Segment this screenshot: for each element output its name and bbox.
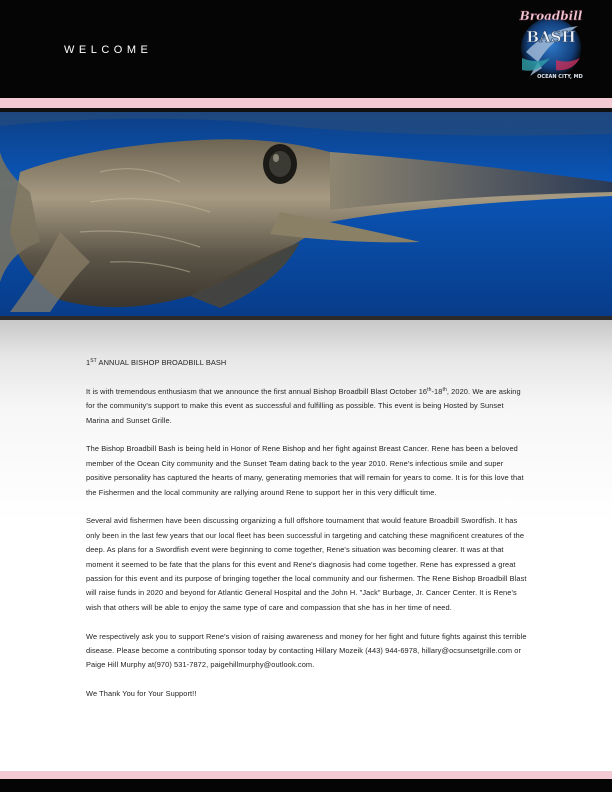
logo-bash-text: BASH xyxy=(526,28,576,46)
logo-location-text: OCEAN CITY, MD xyxy=(537,74,583,80)
pink-stripe-top xyxy=(0,98,612,108)
paragraph-thanks: We Thank You for Your Support!! xyxy=(86,689,197,699)
event-title: 1ST ANNUAL BISHOP BROADBILL BASH xyxy=(86,358,227,367)
letter-body xyxy=(86,356,528,716)
pink-stripe-bottom xyxy=(0,771,612,779)
paragraph-honor: The Bishop Broadbill Bash is being held in Honor of Rene Bishop and her fight against Breast Cancer. Rene has been a beloved member of the Ocean City community and the Sunset Team dating back to the year 2010. Rene's infectious smile and super positive personality has captured the hearts of many, generating memories that will remain for years to come. It is for this love that the Fishermen and the local community are rallying around Rene to support her in this very difficult time. xyxy=(86,444,524,497)
footer-band xyxy=(0,779,612,792)
broadbill-bash-logo xyxy=(516,4,586,84)
paragraph-announcement: It is with tremendous enthusiasm that we announce the first annual Bishop Broadbill Blast October 16th-18th, 2020. We are asking for the community's support to make this event as successful and fulfilling as possible. This event is being Hosted by Sunset Marina and Sunset Grille. xyxy=(86,386,521,425)
paragraph-history: Several avid fishermen have been discussing organizing a full offshore tournament that would feature Broadbill Swordfish. It has only been in the last few years that our local fleet has been successful in targeting and catching these magnificent creatures of the deep. As plans for a Swordfish event were beginning to come together, Rene's situation was becoming clearer. It was at that moment it seemed to be fate that the plans for this event and Rene's diagnosis had come together. Rene has expressed a great passion for this event and its purpose of bringing together the local community and our fishermen. The Rene Bishop Broadbill Blast will raise funds in 2020 and beyond for Atlantic General Hospital and the John H. "Jack" Burbage, Jr. Cancer Center. It is Rene's wish that others will be able to enjoy the same type of care and compassion that she has in her time of need. xyxy=(86,516,527,612)
paragraph-sponsor-request: We respectively ask you to support Rene's vision of raising awareness and money for her fight and future fights against this terrible disease. Please become a contributing sponsor today by contacting Hillary Mozeik (443) 944-6978, hillary@ocsunsetgrille.com or Paige Hill Murphy at(970) 531-7872, paigehillmurphy@outlook.com. xyxy=(86,631,527,670)
page-title: WELCOME xyxy=(64,44,153,56)
logo-broadbill-text: Broadbill xyxy=(519,9,583,23)
swordfish-photo xyxy=(0,112,612,316)
